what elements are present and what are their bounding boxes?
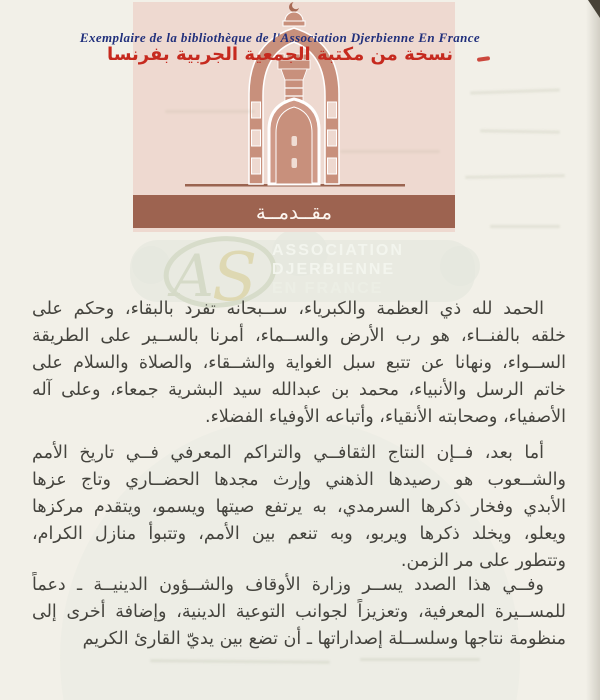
watermark-text [272,241,404,298]
watermark-line3: EN FRANCE [272,280,384,297]
paragraph-ministry [32,572,566,653]
body-line: ويعلو، ويخلد ذكرها ويربو، وبه تنعم بين الأمم، وتتبوأ منازل الكرام، [32,524,566,544]
paragraph-amma-baad [32,440,566,575]
body-line: الحمد لله ذي العظمة والكبرياء، ســبحانه تفرد بالبقاء، وحكم على [32,299,544,319]
body-line: وفــي هذا الصدد يســر وزارة الأوقاف والشــؤون الدينيــة ـ دعماً [32,575,544,595]
body-line: وتتطور على مر الزمن. [400,551,566,571]
bleedthrough-mark [340,150,440,153]
body-line: الأصفياء، وصحابته الأنقياء، وأتباعه الأوفياء الفضلاء. [205,407,566,427]
body-line: الســواء، ونهانا عن تتبع سبل الغواية والشــقاء، والصلاة والسلام على [32,353,566,373]
library-stamp-french: Exemplaire de la bibliothèque de l'Association Djerbienne En France [79,30,481,45]
logo-letter-a: A [172,242,214,310]
bleedthrough-mark [465,174,565,179]
library-stamp-arabic: نسخة من مكتبة الجمعية الجربية بفرنسا [106,44,454,65]
section-title-band [133,195,455,228]
watermark-line2: DJERBIENNE [272,261,396,278]
bleedthrough-mark [470,88,560,94]
paragraph-hamdala [32,296,566,431]
watermark-line1: ASSOCIATION [272,242,404,259]
body-line: منظومة نتاجها وسلســلة إصداراتها ـ أن تضع بين يديّ القارئ الكريم [82,629,566,649]
bleedthrough-mark [490,225,560,228]
body-line: خلقه بالفنــاء، هو رب الأرض والســماء، أمرنا بالســير على الطريقة [32,326,566,346]
body-line: خاتم الرسل والأنبياء، محمد بن عبدالله سيد البشرية جمعاء، وعلى آله [32,380,566,400]
body-line: والشــعوب هو رصيدها الذهني وإرث مجدها الحضــاري وتاج عزها [32,470,566,490]
scan-edge-shadow [586,0,600,700]
body-line: للمســيرة المعرفية، وتعزيزاً لجوانب التوعية الدينية، وإضافة أخرى إلى [32,602,566,622]
section-title: مقــدمــة [255,199,333,224]
bleedthrough-mark [480,129,560,133]
logo-letter-s: S [212,239,258,312]
bleedthrough-mark [165,110,255,113]
watermark-side-bump-right [440,246,480,286]
body-line: أما بعد، فــإن النتاج الثقافــي والتراكم المعرفي فــي تاريخ الأمم [32,443,544,463]
body-line: الأبدي وفخار ذكرها السرمدي، به يرتفع صيتها ويسمو، ويتقدم مركزها [32,497,566,517]
bleedthrough-mark [360,658,480,661]
